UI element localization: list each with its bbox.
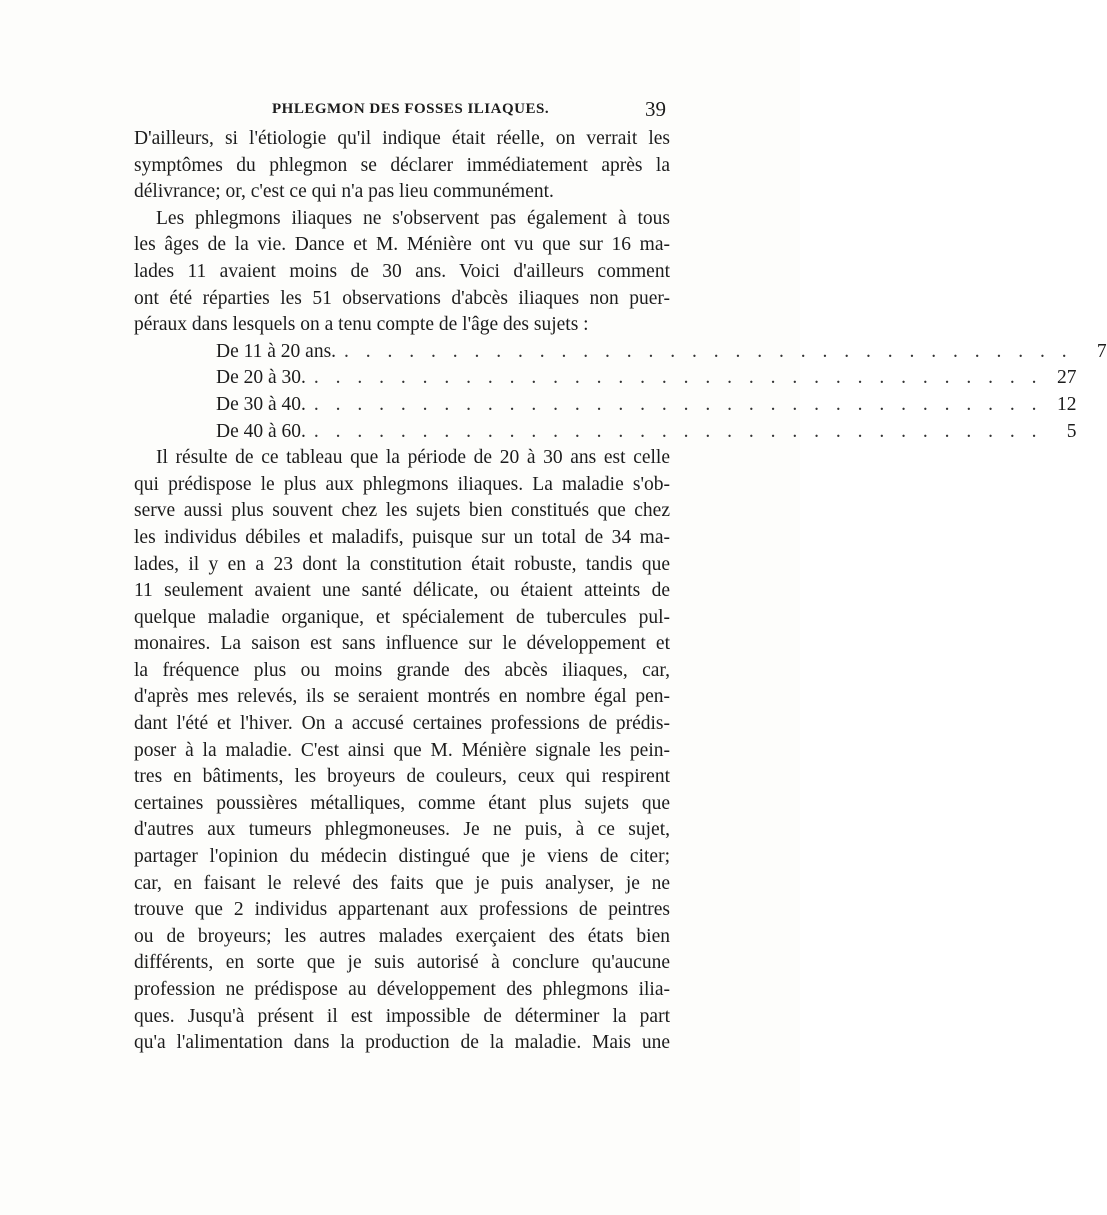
running-title: PHLEGMON DES FOSSES ILIAQUES. — [272, 101, 550, 117]
age-range: De 40 à 60. — [216, 420, 306, 442]
age-count: 5 — [1066, 420, 1077, 442]
text-line: symptômes du phlegmon se déclarer immédiatement après la — [134, 154, 670, 176]
text-line: d'après mes relevés, ils se seraient montrés en nombre égal pen- — [134, 686, 670, 708]
text-line: ques. Jusqu'à présent il est impossible de déterminer la part — [134, 1005, 670, 1027]
body-text — [134, 126, 1107, 1057]
text-line: Les phlegmons iliaques ne s'observent pas également à tous — [156, 207, 670, 229]
dot-leader: . . . . . . . . . . . . . . . . . . . . . . . . . . . . . . . . . . — [313, 393, 1043, 415]
text-line: profession ne prédispose au développement des phlegmons ilia- — [134, 979, 670, 1000]
dot-leader: . . . . . . . . . . . . . . . . . . . . . . . . . . . . . . . . . . — [344, 340, 1073, 362]
text-line: trouve que 2 individus appartenant aux professions de peintres — [134, 899, 670, 921]
age-range: De 11 à 20 ans. — [216, 340, 337, 362]
text-line: qu'a l'alimentation dans la production de la maladie. Mais une — [134, 1032, 670, 1054]
text-line: D'ailleurs, si l'étiologie qu'il indique était réelle, on verrait les — [134, 128, 670, 149]
text-line: serve aussi plus souvent chez les sujets bien constitués que chez — [134, 500, 670, 522]
text-line: partager l'opinion du médecin distingué que je viens de citer; — [134, 846, 670, 868]
age-table-row — [134, 392, 1077, 419]
text-line: qui prédispose le plus aux phlegmons iliaques. La maladie s'ob- — [134, 473, 670, 495]
text-line: la fréquence plus ou moins grande des abcès iliaques, car, — [134, 659, 670, 681]
text-line: d'autres aux tumeurs phlegmoneuses. Je ne puis, à ce sujet, — [134, 819, 670, 841]
dot-leader: . . . . . . . . . . . . . . . . . . . . . . . . . . . . . . . . . . — [313, 367, 1043, 389]
text-line: dant l'été et l'hiver. On a accusé certaines professions de prédis- — [134, 713, 670, 735]
age-table-row — [134, 365, 1077, 392]
age-table-row — [134, 339, 1107, 366]
text-line: délivrance; or, c'est ce qui n'a pas lieu communément. — [134, 181, 554, 203]
dot-leader: . . . . . . . . . . . . . . . . . . . . . . . . . . . . . . . . . . — [313, 420, 1043, 442]
age-count: 12 — [1057, 393, 1077, 415]
age-count: 7 — [1096, 340, 1107, 362]
text-line: monaires. La saison est sans influence sur le développement et — [134, 633, 670, 655]
text-line: péraux dans lesquels on a tenu compte de l'âge des sujets : — [134, 314, 589, 336]
text-line: les individus débiles et maladifs, puisque sur un total de 34 ma- — [134, 526, 670, 548]
text-line: car, en faisant le relevé des faits que je puis analyser, je ne — [134, 872, 670, 894]
text-line: 11 seulement avaient une santé délicate, ou étaient atteints de — [134, 580, 670, 602]
text-line: certaines poussières métalliques, comme étant plus sujets que — [134, 792, 670, 814]
age-range: De 20 à 30. — [216, 367, 306, 389]
text-line: lades 11 avaient moins de 30 ans. Voici d'ailleurs comment — [134, 260, 670, 282]
text-line: ou de broyeurs; les autres malades exerçaient des états bien — [134, 925, 670, 947]
text-line: différents, en sorte que je suis autorisé à conclure qu'aucune — [134, 952, 670, 974]
page-header — [134, 97, 670, 123]
text-line: quelque maladie organique, et spécialement de tubercules pul- — [134, 606, 670, 628]
age-count: 27 — [1057, 367, 1077, 389]
text-line: ont été réparties les 51 observations d'abcès iliaques non puer- — [134, 287, 670, 309]
text-line: lades, il y en a 23 dont la constitution était robuste, tandis que — [134, 553, 670, 575]
text-line: les âges de la vie. Dance et M. Ménière ont vu que sur 16 ma- — [134, 234, 670, 256]
text-line: tres en bâtiments, les broyeurs de couleurs, ceux qui respirent — [134, 766, 670, 788]
age-range: De 30 à 40. — [216, 393, 306, 415]
age-table-row — [134, 419, 1077, 446]
text-line: Il résulte de ce tableau que la période de 20 à 30 ans est celle — [156, 447, 670, 469]
text-line: poser à la maladie. C'est ainsi que M. Ménière signale les pein- — [134, 739, 670, 761]
page-number: 39 — [645, 97, 666, 121]
